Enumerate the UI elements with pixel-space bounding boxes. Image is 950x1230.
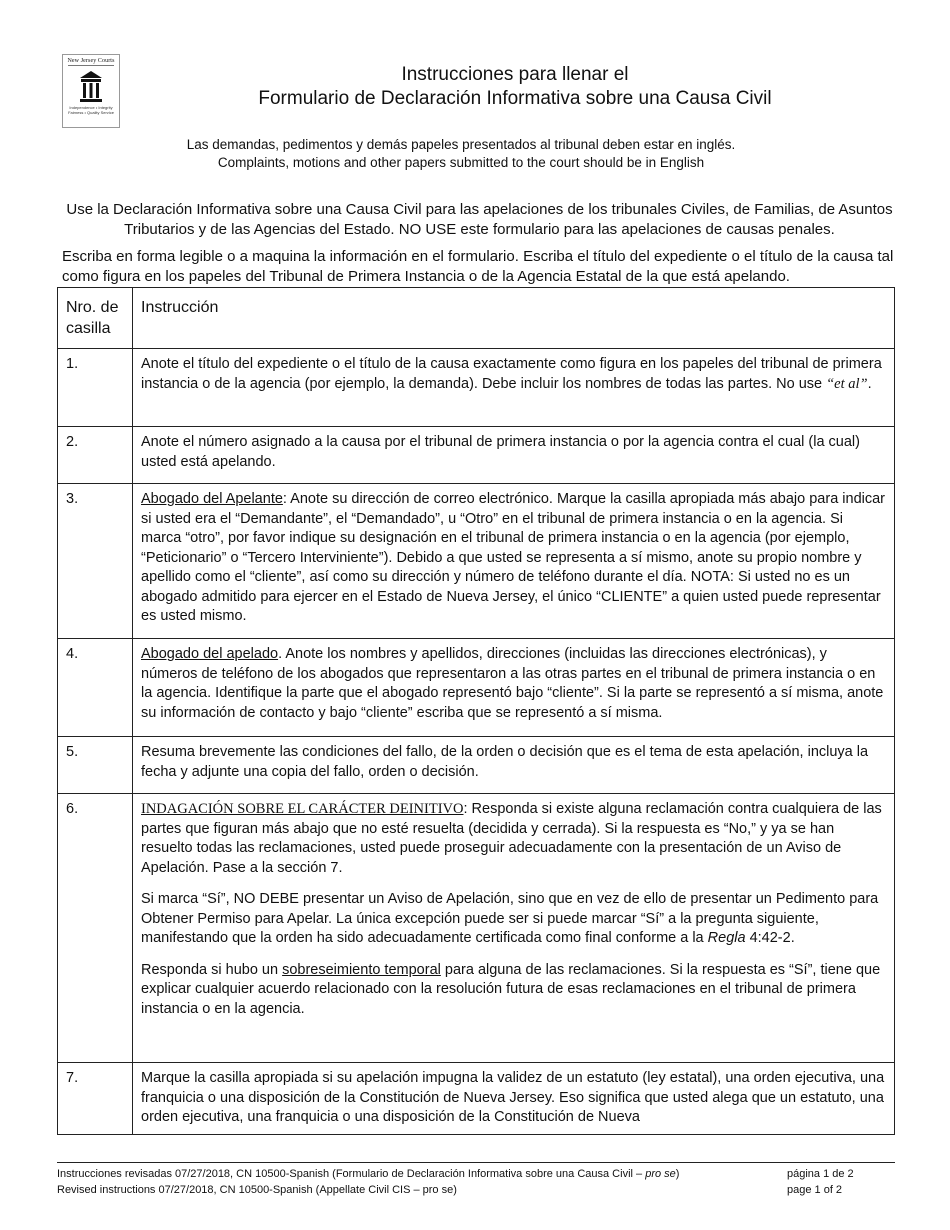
table-row	[58, 484, 895, 639]
row-number: 5.	[58, 737, 133, 794]
page-footer	[57, 1162, 895, 1198]
footer-page-number-es: página 1 de 2	[787, 1168, 854, 1180]
table-header-row	[58, 288, 895, 349]
footer-revision-es: Instrucciones revisadas 07/27/2018, CN 10500-Spanish (Formulario de Declaración Informativa sobre una Causa Civil – pro se)	[57, 1168, 680, 1180]
logo-name: New Jersey Courts	[67, 58, 115, 64]
row-instruction: Abogado del apelado. Anote los nombres y apellidos, direcciones (incluidas las direcciones electrónicas), y números de teléfono de los abogados que representaron a las otras partes en el tribunal de primera instancia o en la agencia. Identifique la parte que el abogado representó bajo “cliente”. Si la parte se representó a sí misma, anote su información de contacto y bajo “cliente” escriba que se representó a sí misma.	[133, 639, 895, 737]
row-instruction: INDAGACIÓN SOBRE EL CARÁCTER DEINITIVO: Responda si existe alguna reclamación contra cualquiera de las partes que figuran más abajo que no esté resuelta (decidida y cerrada). Si la respuesta es “No,” y ya se han resuelto todas las reclamaciones, usted puede proseguir adecuadamente con la presentación de un Aviso de Apelación. Pase a la sección 7. Si marca “Sí”, NO DEBE presentar un Aviso de Apelación, sino que en vez de ello de presentar un Pedimento para Obtener Permiso para Apelar. La única excepción puede ser si puede marcar “Sí” a la pregunta siguiente, manifestando que la orden ha sido adecuadamente certificada como final conforme a la Regla 4:42-2. Responda si hubo un sobreseimiento temporal para alguna de las reclamaciones. Si la respuesta es “Sí”, tiene que explicar cualquier acuerdo relacionado con la resolución futura de esas reclamaciones en el tribunal de primera instancia o en la agencia.	[133, 794, 895, 1063]
row-number: 7.	[58, 1063, 133, 1135]
language-notice	[150, 136, 772, 172]
row-number: 1.	[58, 349, 133, 427]
table-row	[58, 639, 895, 737]
language-notice-en: Complaints, motions and other papers submitted to the court should be in English	[217, 155, 705, 170]
language-notice-es: Las demandas, pedimentos y demás papeles presentados al tribunal deben estar en inglés.	[186, 137, 736, 152]
row-number: 6.	[58, 794, 133, 1063]
table-row	[58, 1063, 895, 1135]
logo-tagline: Independence • Integrity Fairness • Quality Service	[68, 105, 114, 115]
table-row	[58, 349, 895, 427]
row-number: 3.	[58, 484, 133, 639]
courthouse-seal-icon	[76, 68, 106, 104]
respondent-attorney-label: Abogado del apelado	[141, 646, 279, 662]
table-row	[58, 794, 895, 1063]
row-number: 2.	[58, 427, 133, 484]
nj-courts-logo	[62, 54, 120, 128]
title-line-2: Formulario de Declaración Informativa sobre una Causa Civil	[258, 88, 772, 109]
title-line-1: Instrucciones para llenar el	[401, 64, 629, 85]
table-row	[58, 737, 895, 794]
header-instruction: Instrucción	[133, 288, 895, 349]
table-row	[58, 427, 895, 484]
instructions-table	[57, 287, 895, 1135]
intro-usage-paragraph: Use la Declaración Informativa sobre una Causa Civil para las apelaciones de los tribunales Civiles, de Familias, de Asuntos Tributarios y de las Agencias del Estado. NO USE este formulario para las apelaciones de causas penales.	[66, 201, 893, 238]
footer-revision-en: Revised instructions 07/27/2018, CN 10500-Spanish (Appellate Civil CIS – pro se)	[57, 1184, 457, 1196]
finality-inquiry-label: INDAGACIÓN SOBRE EL CARÁCTER DEINITIVO	[141, 801, 464, 817]
appellant-attorney-label: Abogado del Apelante	[141, 491, 283, 507]
footer-page-number-en: page 1 of 2	[787, 1184, 843, 1196]
temporary-dismissal-label: sobreseimiento temporal	[282, 961, 441, 978]
row-number: 4.	[58, 639, 133, 737]
row-instruction: Abogado del Apelante: Anote su dirección de correo electrónico. Marque la casilla apropiada más abajo para indicar si usted era el “Demandante”, el “Demandado”, u “Otro” en el tribunal de primera instancia o en la agencia. Si marca “otro”, por favor indique su designación en el tribunal de primera instancia o en la agencia (por ejemplo, “Peticionario” o “Tercero Interviniente”). Debido a que usted se representa a sí mismo, anote su propio nombre y apellido como el “cliente”, así como su dirección y número de teléfono durante el día. NOTA: Si usted no es un abogado admitido para ejercer en el Estado de Nueva Jersey, el único “CLIENTE” a quien usted puede representar es usted mismo.	[133, 484, 895, 639]
page-title	[150, 63, 880, 111]
row-instruction: Resuma brevemente las condiciones del fallo, de la orden o decisión que es el tema de esta apelación, incluya la fecha y adjunte una copia del fallo, orden o decisión.	[133, 737, 895, 794]
row-instruction: Anote el número asignado a la causa por el tribunal de primera instancia o por la agencia contra el cual (la cual) usted está apelando.	[133, 427, 895, 484]
intro-legibility-paragraph: Escriba en forma legible o a maquina la información en el formulario. Escriba el título del expediente o el título de la causa tal como figura en los papeles del Tribunal de Primera Instancia o de la Agencia Estatal de la que está apelando.	[62, 248, 894, 285]
row-instruction: Marque la casilla apropiada si su apelación impugna la validez de un estatuto (ley estatal), una orden ejecutiva, una franquicia o una disposición de la Constitución de Nueva Jersey. Eso significa que usted alega que un estatuto, una orden ejecutiva, una franquicia o una disposición de la Constitución de Nueva	[133, 1063, 895, 1135]
row-instruction: Anote el título del expediente o el título de la causa exactamente como figura en los papeles del tribunal de primera instancia o de la agencia (por ejemplo, la demanda). Debe incluir los nombres de todas las partes. No use “et al”.	[133, 349, 895, 427]
header-box-number: Nro. de casilla	[58, 288, 133, 349]
